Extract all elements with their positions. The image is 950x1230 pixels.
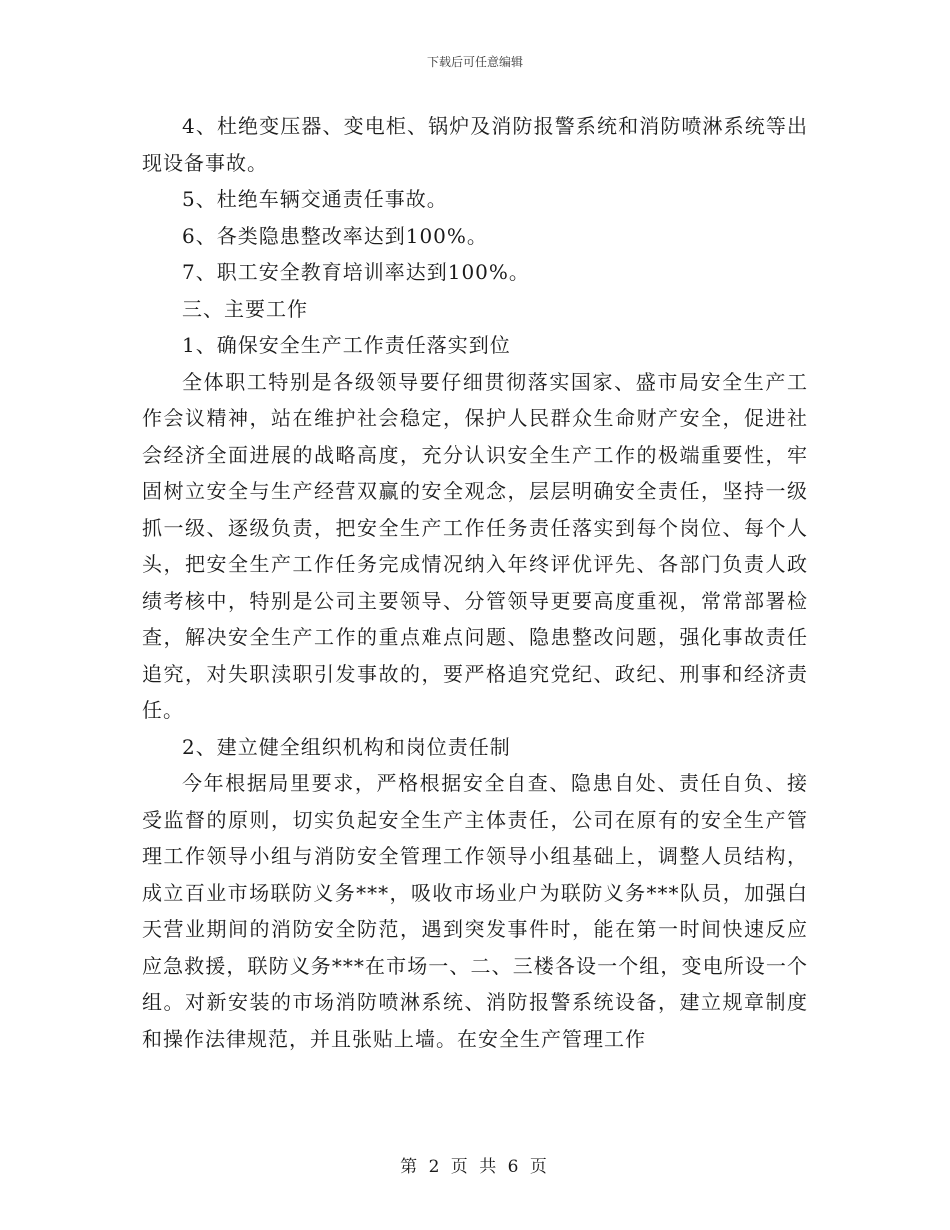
subheading-2: 2、建立健全组织机构和岗位责任制 bbox=[182, 734, 511, 759]
paragraph-goal-5: 5、杜绝车辆交通责任事故。 bbox=[182, 187, 448, 211]
document-body bbox=[142, 108, 808, 1057]
paragraph-goal-4: 4、杜绝变压器、变电柜、锅炉及消防报警系统和消防喷淋系统等出现设备事故。 bbox=[142, 114, 808, 175]
paragraph-body-1: 全体职工特别是各级领导要仔细贯彻落实国家、盛市局安全生产工作会议精神，站在维护社会稳定，保护人民群众生命财产安全，促进社会经济全面进展的战略高度，充分认识安全生产工作的极端重要性，牢固树立安全与生产经营双赢的安全观念，层层明确安全责任，坚持一级抓一级、逐级负责，把安全生产工作任务责任落实到每个岗位、每个人头，把安全生产工作任务完成情况纳入年终评优评先、各部门负责人政绩考核中，特别是公司主要领导、分管领导更要高度重视，常常部署检查，解决安全生产工作的重点难点问题、隐患整改问题，强化事故责任追究，对失职渎职引发事故的，要严格追究党纪、政纪、刑事和经济责任。 bbox=[142, 369, 808, 722]
paragraph-goal-7: 7、职工安全教育培训率达到100%。 bbox=[182, 260, 530, 284]
section-heading-main-work: 三、主要工作 bbox=[182, 296, 308, 321]
paragraph-body-2: 今年根据局里要求，严格根据安全自查、隐患自处、责任自负、接受监督的原则，切实负起安全生产主体责任，公司在原有的安全生产管理工作领导小组与消防安全管理工作领导小组基础上，调整人员结构，成立百业市场联防义务***，吸收市场业户为联防义务***队员，加强白天营业期间的消防安全防范，遇到突发事件时，能在第一时间快速反应应急救援，联防义务***在市场一、二、三楼各设一个组，变电所设一个组。对新安装的市场消防喷淋系统、消防报警系统设备，建立规章制度和操作法律规范，并且张贴上墙。在安全生产管理工作 bbox=[142, 771, 808, 1051]
paragraph-goal-6: 6、各类隐患整改率达到100%。 bbox=[182, 223, 488, 248]
page-number: 第 2 页 共 6 页 bbox=[400, 1157, 550, 1177]
subheading-1: 1、确保安全生产工作责任落实到位 bbox=[182, 333, 511, 357]
page-header: 下载后可任意编辑 bbox=[426, 55, 523, 69]
